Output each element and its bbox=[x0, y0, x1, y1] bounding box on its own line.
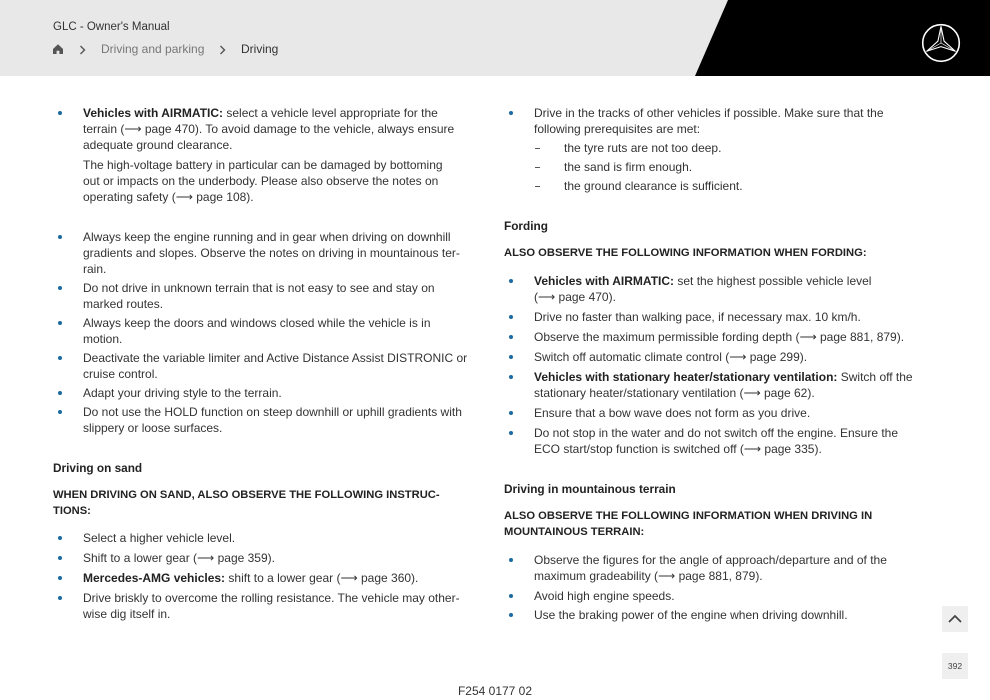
subheading-line: MOUNTAINOUS TERRAIN: bbox=[504, 526, 645, 538]
deactivate-limiter-item bbox=[83, 350, 467, 382]
item-line: Switch off automatic climate control (⟶ page 299). bbox=[534, 350, 808, 364]
manual-title: GLC - Owner's Manual bbox=[53, 21, 170, 33]
item-label: Vehicles with AIRMATIC: bbox=[534, 274, 675, 288]
item-line: gradients and slopes. Observe the notes on driving in mountainous ter- bbox=[83, 246, 460, 260]
sand-vehicle-level-item bbox=[83, 530, 235, 546]
fording-walking-pace-item bbox=[534, 309, 861, 325]
item-line: Shift to a lower gear (⟶ page 359). bbox=[83, 551, 275, 565]
item-line: Avoid high engine speeds. bbox=[534, 589, 675, 603]
subheading-line: TIONS: bbox=[53, 505, 91, 517]
condition-ground-clearance bbox=[564, 178, 743, 194]
sand-drive-briskly-item bbox=[83, 590, 460, 622]
item-line: motion. bbox=[83, 332, 123, 346]
fording-climate-control-item bbox=[534, 349, 807, 365]
item-text: shift to a lower gear (⟶ page 360). bbox=[228, 571, 419, 585]
item-line bbox=[534, 369, 913, 385]
item-line: Observe the maximum permissible fording depth (⟶ page 881, 879). bbox=[534, 330, 905, 344]
item-line: Do not drive in unknown terrain that is not easy to see and stay on bbox=[83, 281, 435, 295]
condition-line: the sand is firm enough. bbox=[564, 160, 693, 174]
item-line: stationary heater/stationary ventilation (⟶ page 62). bbox=[534, 386, 815, 400]
unknown-terrain-item bbox=[83, 280, 435, 312]
engine-running-item bbox=[83, 229, 460, 277]
mountain-engine-braking-item bbox=[534, 607, 848, 623]
item-label: Vehicles with stationary heater/stationary ventilation: bbox=[534, 370, 838, 384]
item-line: marked routes. bbox=[83, 297, 164, 311]
section-heading-mountainous-terrain: Driving in mountainous terrain bbox=[504, 482, 676, 496]
item-line: following prerequisites are met: bbox=[534, 122, 701, 136]
condition-sand-firm bbox=[564, 159, 692, 175]
breadcrumb-driving-and-parking[interactable]: Driving and parking bbox=[101, 42, 205, 56]
item-line: Use the braking power of the engine when driving downhill. bbox=[534, 608, 848, 622]
page-number-button[interactable] bbox=[942, 653, 968, 679]
sand-lower-gear-item bbox=[83, 550, 275, 566]
item-line: Select a higher vehicle level. bbox=[83, 531, 236, 545]
item-line bbox=[83, 105, 454, 121]
note-line: out or impacts on the underbody. Please also observe the notes on bbox=[83, 174, 439, 188]
home-icon[interactable] bbox=[52, 43, 64, 55]
subheading-line: ALSO OBSERVE THE FOLLOWING INFORMATION WHEN DRIVING IN bbox=[504, 510, 873, 522]
chevron-right-icon bbox=[219, 44, 226, 54]
fording-depth-item bbox=[534, 329, 904, 345]
page-header bbox=[0, 0, 990, 76]
subheading-line: ALSO OBSERVE THE FOLLOWING INFORMATION WHEN FORDING: bbox=[504, 247, 867, 259]
note-line: operating safety (⟶ page 108). bbox=[83, 190, 254, 204]
condition-line: the ground clearance is sufficient. bbox=[564, 179, 743, 193]
driving-style-item bbox=[83, 385, 282, 401]
item-label: Vehicles with AIRMATIC: bbox=[83, 106, 224, 120]
section-subheading-fording bbox=[504, 245, 867, 261]
hold-function-item bbox=[83, 404, 462, 436]
item-line: terrain (⟶ page 470). To avoid damage to the vehicle, always ensure bbox=[83, 122, 455, 136]
high-voltage-battery-note bbox=[83, 157, 443, 205]
item-line: Drive briskly to overcome the rolling resistance. The vehicle may other- bbox=[83, 591, 460, 605]
chevron-up-icon bbox=[942, 606, 968, 632]
section-heading-driving-on-sand: Driving on sand bbox=[53, 461, 143, 475]
section-subheading-mountainous bbox=[504, 508, 872, 540]
doors-windows-item bbox=[83, 315, 431, 347]
condition-tyre-ruts bbox=[564, 140, 721, 156]
item-line: Drive in the tracks of other vehicles if possible. Make sure that the bbox=[534, 106, 884, 120]
item-text: set the highest possible vehicle level bbox=[677, 274, 872, 288]
item-line: rain. bbox=[83, 262, 107, 276]
item-line: Observe the figures for the angle of approach/departure and of the bbox=[534, 553, 887, 567]
item-line: ECO start/stop function is switched off (⟶ page 335). bbox=[534, 442, 822, 456]
item-label: Mercedes-AMG vehicles: bbox=[83, 571, 226, 585]
section-subheading-sand bbox=[53, 487, 440, 519]
page-number: 392 bbox=[947, 661, 963, 671]
image-reference-code: F254 0177 02 bbox=[457, 684, 533, 698]
subheading-line: WHEN DRIVING ON SAND, ALSO OBSERVE THE FOLLOWING INSTRUC- bbox=[53, 489, 440, 501]
scroll-to-top-button[interactable] bbox=[942, 606, 968, 632]
mountain-engine-speed-item bbox=[534, 588, 675, 604]
item-line bbox=[83, 570, 418, 586]
item-line: Always keep the doors and windows closed while the vehicle is in bbox=[83, 316, 431, 330]
breadcrumb-current: Driving bbox=[241, 42, 279, 56]
condition-line: the tyre ruts are not too deep. bbox=[564, 141, 722, 155]
airmatic-vehicle-level-item bbox=[83, 105, 454, 153]
item-line: maximum gradeability (⟶ page 881, 879). bbox=[534, 569, 763, 583]
item-line: (⟶ page 470). bbox=[534, 290, 616, 304]
fording-bow-wave-item bbox=[534, 405, 810, 421]
chevron-right-icon bbox=[79, 44, 86, 54]
mountain-approach-angle-item bbox=[534, 552, 887, 584]
fording-do-not-stop-item bbox=[534, 425, 898, 457]
item-text: select a vehicle level appropriate for the bbox=[226, 106, 438, 120]
item-line: Deactivate the variable limiter and Active Distance Assist DISTRONIC or bbox=[83, 351, 468, 365]
item-line bbox=[534, 273, 871, 289]
item-line: Adapt your driving style to the terrain. bbox=[83, 386, 282, 400]
item-line: slippery or loose surfaces. bbox=[83, 421, 223, 435]
drive-in-tracks-item bbox=[534, 105, 884, 137]
note-line: The high-voltage battery in particular can be damaged by bottoming bbox=[83, 158, 443, 172]
item-line: Do not stop in the water and do not switch off the engine. Ensure the bbox=[534, 426, 899, 440]
section-heading-fording: Fording bbox=[504, 219, 548, 233]
item-line: Ensure that a bow wave does not form as you drive. bbox=[534, 406, 811, 420]
item-line: wise dig itself in. bbox=[83, 607, 171, 621]
item-line: Do not use the HOLD function on steep downhill or uphill gradients with bbox=[83, 405, 462, 419]
fording-stationary-heater-item bbox=[534, 369, 913, 401]
sand-amg-item bbox=[83, 570, 418, 586]
item-line: Always keep the engine running and in gear when driving on downhill bbox=[83, 230, 451, 244]
fording-airmatic-item bbox=[534, 273, 871, 305]
item-line: Drive no faster than walking pace, if necessary max. 10 km/h. bbox=[534, 310, 861, 324]
item-text: Switch off the bbox=[840, 370, 913, 384]
item-line: cruise control. bbox=[83, 367, 158, 381]
item-line: adequate ground clearance. bbox=[83, 138, 233, 152]
mercedes-benz-star-logo bbox=[921, 23, 961, 63]
